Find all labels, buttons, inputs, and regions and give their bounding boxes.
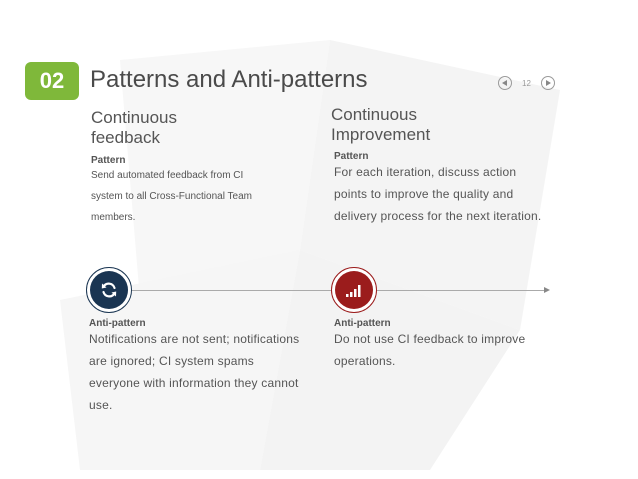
refresh-icon — [100, 281, 118, 299]
left-anti-line: everyone with information they cannot — [89, 376, 299, 390]
left-title-line1: Continuous — [91, 108, 178, 127]
section-number-badge: 02 — [25, 62, 79, 100]
right-title-line1: Continuous — [331, 105, 418, 124]
right-title-line2: Improvement — [331, 125, 431, 144]
left-pattern-line: members. — [91, 212, 136, 223]
timeline-arrowhead — [544, 287, 550, 293]
left-anti-line: are ignored; CI system spams — [89, 354, 254, 368]
signal-bars-icon — [345, 282, 363, 298]
right-pattern-line: points to improve the quality and — [334, 187, 514, 201]
left-anti-pattern-label: Anti-pattern — [89, 318, 146, 329]
right-anti-pattern-label: Anti-pattern — [334, 318, 391, 329]
right-pattern-line: delivery process for the next iteration. — [334, 209, 542, 223]
page-title: Patterns and Anti-patterns — [90, 66, 368, 93]
right-anti-line: Do not use CI feedback to improve — [334, 332, 526, 346]
left-anti-line: use. — [89, 398, 113, 412]
left-anti-pattern-text — [89, 328, 329, 416]
triangle-right-icon — [545, 80, 551, 86]
previous-slide-button[interactable] — [498, 76, 512, 90]
next-slide-button[interactable] — [541, 76, 555, 90]
right-pattern-text — [334, 161, 594, 227]
timeline-line — [108, 290, 548, 291]
pager — [498, 76, 555, 90]
left-pattern-line: system to all Cross-Functional Team — [91, 191, 252, 202]
right-pattern-line: For each iteration, discuss action — [334, 165, 517, 179]
left-icon-circle — [90, 271, 128, 309]
left-icon-ring — [86, 267, 132, 313]
right-pattern-label: Pattern — [334, 151, 369, 162]
right-section-title — [331, 105, 430, 145]
right-anti-pattern-text — [334, 328, 574, 372]
left-section-title — [91, 108, 177, 148]
right-icon-ring — [331, 267, 377, 313]
right-icon-circle — [335, 271, 373, 309]
left-anti-line: Notifications are not sent; notifications — [89, 332, 300, 346]
page-number: 12 — [522, 78, 531, 88]
left-pattern-label: Pattern — [91, 155, 126, 166]
triangle-left-icon — [502, 80, 508, 86]
left-pattern-text — [91, 165, 321, 228]
left-title-line2: feedback — [91, 128, 160, 147]
right-anti-line: operations. — [334, 354, 396, 368]
left-pattern-line: Send automated feedback from CI — [91, 170, 244, 181]
